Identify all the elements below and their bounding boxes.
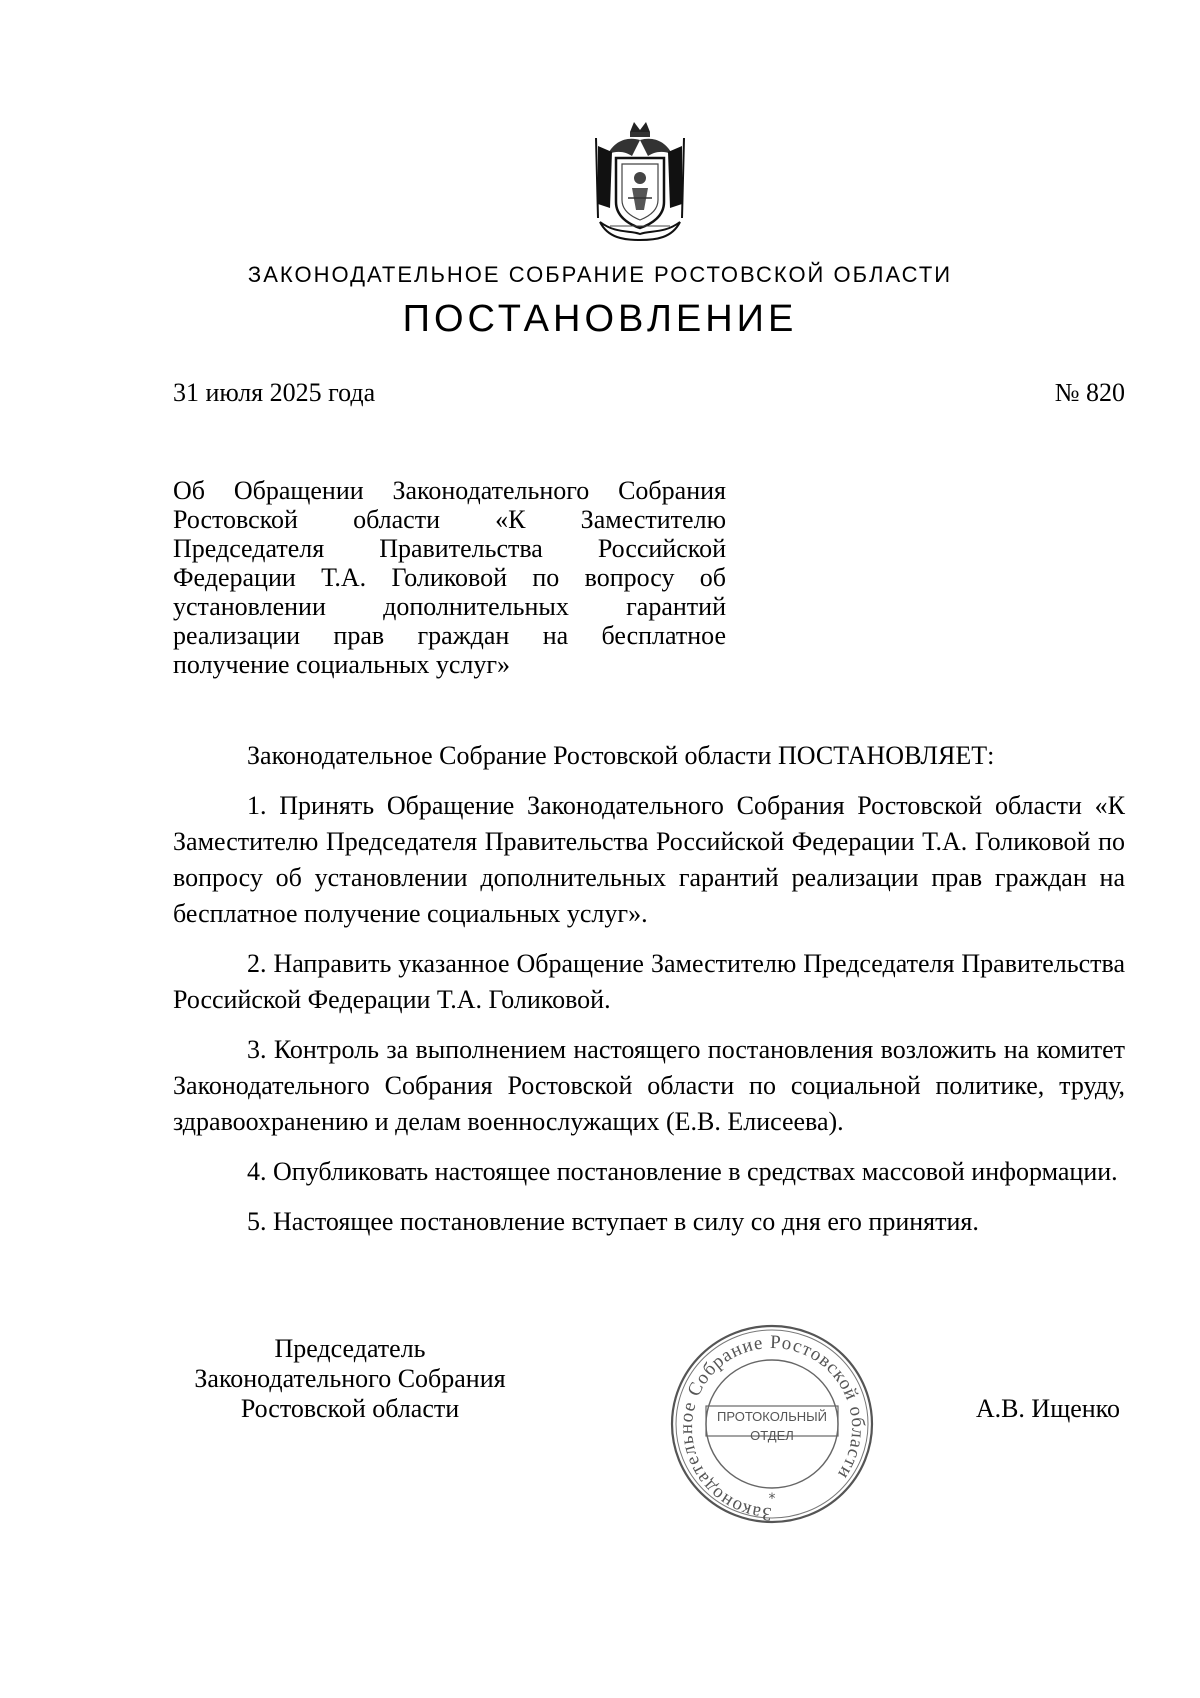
- document-type: ПОСТАНОВЛЕНИЕ: [402, 298, 798, 340]
- resolution-item-1: 1. Принять Обращение Законодательного Собрания Ростовской области «К Заместителю Председателя Правительства Российской Федерации Т.А. Голиковой по вопросу об установлении дополнительных гарантий реализации прав граждан на бесплатное получение социальных услуг».: [173, 791, 1125, 928]
- stamp-center-line2: ОТДЕЛ: [750, 1428, 794, 1443]
- signatory-title-line: Председатель: [274, 1334, 426, 1363]
- preamble: Законодательное Собрание Ростовской области ПОСТАНОВЛЯЕТ:: [247, 741, 995, 770]
- stamp-ring-text: Законодательное Собрание Ростовской области: [676, 1331, 869, 1525]
- coat-of-arms-icon: [586, 118, 694, 242]
- signatory-title-line: Ростовской области: [240, 1394, 460, 1423]
- subject-text: Об Обращении Законодательного Собрания Ростовской области «К Заместителю Председателя Правительства Российской Федерации Т.А. Голиковой по вопросу об установлении дополнительных гарантий реализации прав граждан на бесплатное получение социальных услуг»: [173, 476, 726, 679]
- signatory-title-line: Законодательного Собрания: [194, 1364, 506, 1393]
- stamp-center-line1: ПРОТОКОЛЬНЫЙ: [716, 1409, 828, 1424]
- signatory-name: А.В. Ищенко: [975, 1394, 1120, 1423]
- organization-name: ЗАКОНОДАТЕЛЬНОЕ СОБРАНИЕ РОСТОВСКОЙ ОБЛАСТИ: [247, 262, 953, 287]
- document-body: [173, 738, 1125, 1254]
- svg-text:*: *: [768, 1491, 776, 1507]
- resolution-item-3: 3. Контроль за выполнением настоящего постановления возложить на комитет Законодательного Собрания Ростовской области по социальной политике, труду, здравоохранению и делам военнослужащих (Е.В. Елисеева).: [173, 1035, 1125, 1136]
- official-stamp: [666, 1320, 878, 1526]
- resolution-item-5: 5. Настоящее постановление вступает в силу со дня его принятия.: [247, 1207, 979, 1236]
- document-subject: [173, 476, 726, 679]
- document-number: № 820: [1054, 378, 1125, 407]
- resolution-item-4: 4. Опубликовать настоящее постановление в средствах массовой информации.: [247, 1157, 1118, 1186]
- signatory-title: [160, 1334, 540, 1424]
- resolution-item-2: 2. Направить указанное Обращение Заместителю Председателя Правительства Российской Федерации Т.А. Голиковой.: [173, 949, 1125, 1014]
- document-date: 31 июля 2025 года: [173, 378, 376, 407]
